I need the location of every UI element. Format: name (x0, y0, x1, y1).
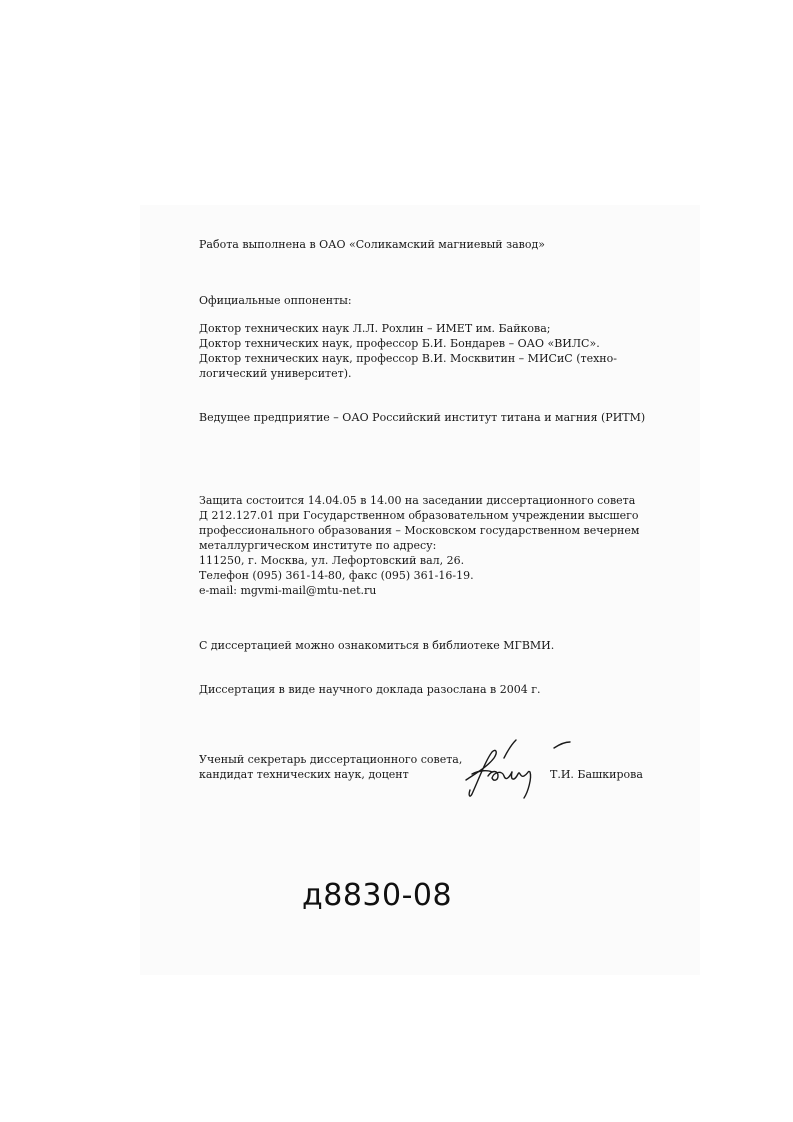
library-note (199, 638, 554, 653)
lead-organization-line: Ведущее предприятие – ОАО Российский институт титана и магния (РИТМ) (199, 411, 646, 424)
opponent-line: Доктор технических наук, профессор В.И. Москвитин – МИСиС (техно- (199, 352, 617, 365)
defense-address: 111250, г. Москва, ул. Лефортовский вал, 26. (199, 554, 465, 567)
defense-line: Защита состоится 14.04.05 в 14.00 на заседании диссертационного совета (199, 494, 636, 507)
work-location-line: Работа выполнена в ОАО «Соликамский магниевый завод» (199, 238, 545, 251)
dispatch-note-line: Диссертация в виде научного доклада разослана в 2004 г. (199, 683, 541, 696)
secretary-name: Т.И. Башкирова (550, 768, 643, 781)
opponent-line: Доктор технических наук Л.Л. Рохлин – ИМЕТ им. Байкова; (199, 322, 551, 335)
dispatch-note (199, 682, 541, 697)
opponents-heading-line: Официальные оппоненты: (199, 294, 352, 307)
opponent-line: логический университет). (199, 367, 352, 380)
opponents-list (199, 321, 617, 381)
defense-phone: Телефон (095) 361-14-80, факс (095) 361-16-19. (199, 569, 474, 582)
library-note-line: С диссертацией можно ознакомиться в библиотеке МГВМИ. (199, 639, 555, 652)
secretary-title-line: кандидат технических наук, доцент (199, 768, 409, 781)
defense-line: профессионального образования – Московском государственном вечернем (199, 524, 640, 537)
secretary-title-line: Ученый секретарь диссертационного совета, (199, 753, 463, 766)
defense-info (199, 493, 639, 598)
opponents-heading (199, 293, 352, 308)
secretary-title (199, 752, 462, 782)
lead-organization (199, 410, 645, 425)
defense-email: e-mail: mgvmi-mail@mtu-net.ru (199, 584, 377, 597)
archive-code: д8830-08 (302, 878, 453, 913)
defense-line: Д 212.127.01 при Государственном образовательном учреждении высшего (199, 509, 639, 522)
defense-line: металлургическом институте по адресу: (199, 539, 437, 552)
opponent-line: Доктор технических наук, профессор Б.И. Бондарев – ОАО «ВИЛС». (199, 337, 600, 350)
work-location-text (199, 237, 545, 252)
